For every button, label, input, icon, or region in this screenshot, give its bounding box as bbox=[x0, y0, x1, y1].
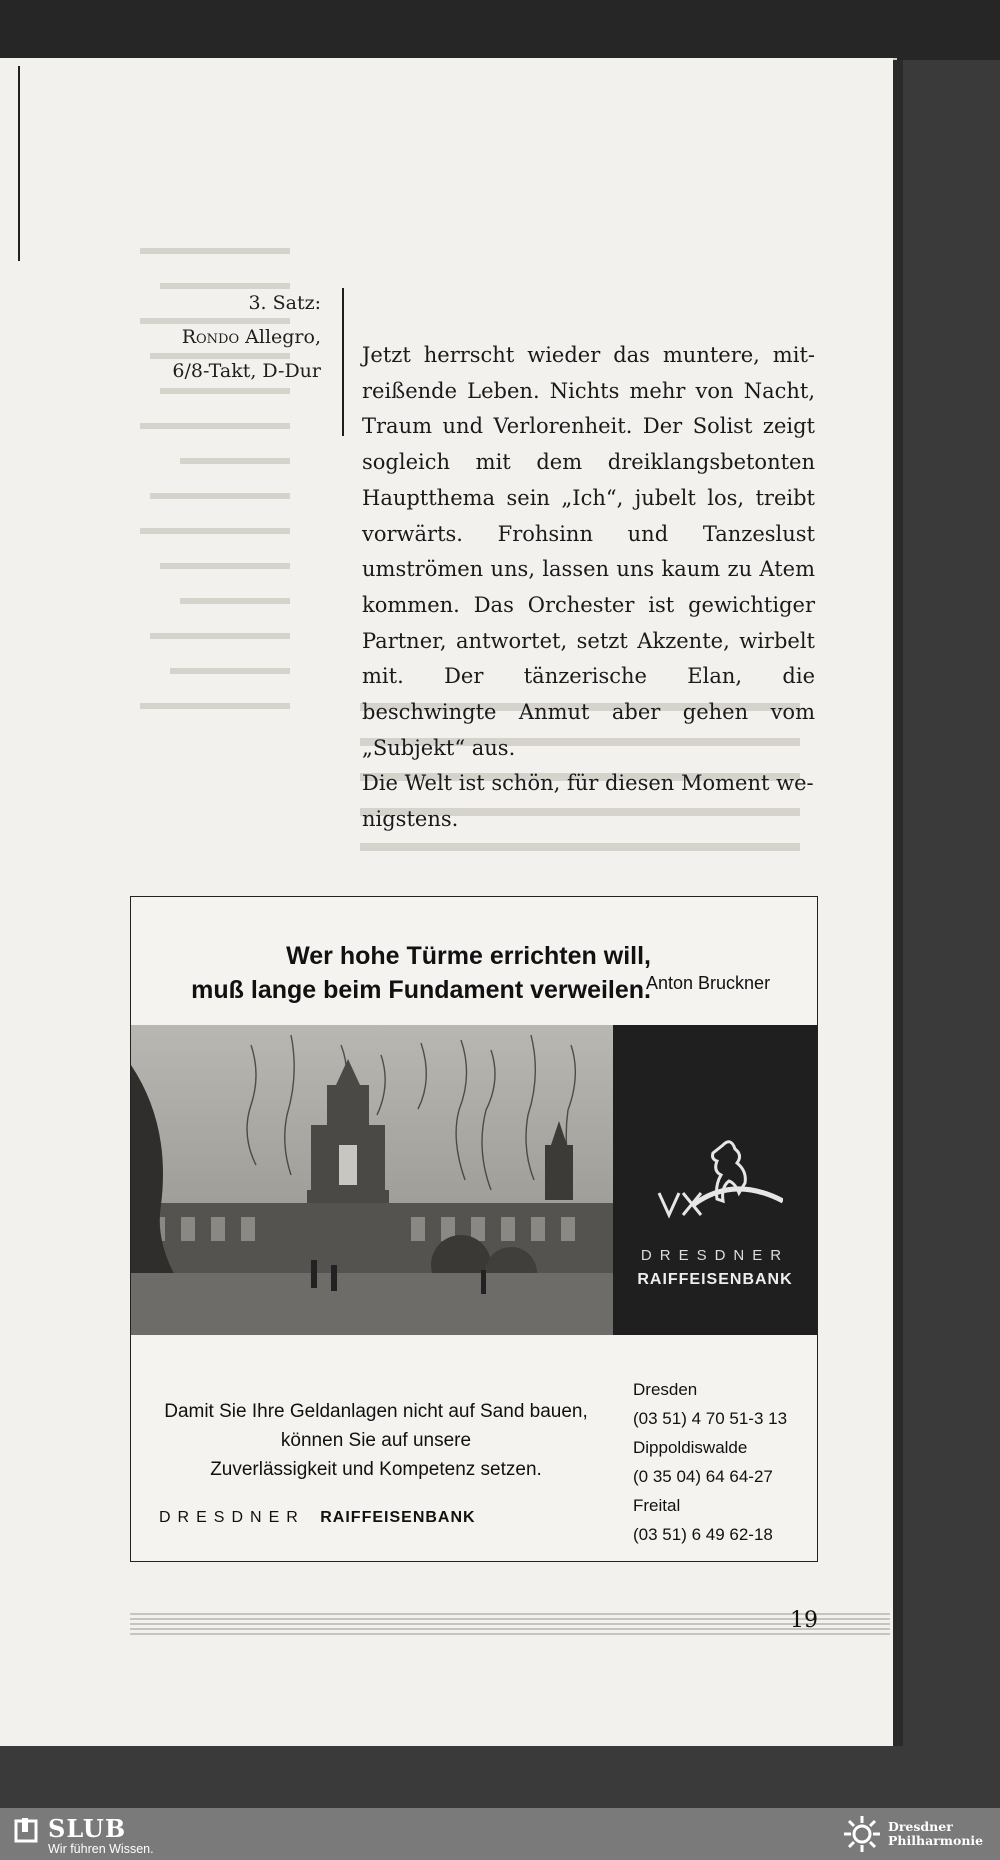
ad-brand-dresdner: DRESDNER bbox=[159, 1509, 305, 1526]
ad-slogan-line: Zuverlässigkeit und Kompetenz setzen. bbox=[210, 1459, 542, 1480]
viewer-footer-bar bbox=[0, 1808, 1000, 1860]
crop-mark bbox=[18, 66, 20, 261]
movement-number: 3. Satz: bbox=[248, 292, 321, 314]
ad-brand-raiffeisenbank: RAIFFEISENBANK bbox=[320, 1509, 476, 1526]
branch-place: Dippoldiswalde bbox=[633, 1438, 748, 1457]
scan-background-top bbox=[0, 0, 1000, 60]
ad-slogan-line: Damit Sie Ihre Geldanlagen nicht auf Sand bauen, bbox=[164, 1401, 588, 1422]
branch-phone: (03 51) 6 49 62-18 bbox=[633, 1525, 773, 1544]
ad-photo-zwinger bbox=[131, 1025, 613, 1335]
branch-phone: (03 51) 4 70 51-3 13 bbox=[633, 1409, 788, 1428]
branch-place: Dresden bbox=[633, 1380, 698, 1399]
movement-heading bbox=[121, 286, 321, 388]
logo-text-dresdner: DRESDNER bbox=[640, 1247, 790, 1264]
partner-name bbox=[888, 1820, 983, 1848]
ad-slogan bbox=[141, 1397, 611, 1484]
body-paragraph: Jetzt herrscht wieder das muntere, mitreißende Leben. Nichts mehr von Nacht, Traum und Verlorenheit. Der Solist zeigt sogleich mit dem dreiklangsbetonten Hauptthema sein „Ich“, jubelt los, treibt vorwärts. Frohsinn und Tanzeslust umströmen uns, lassen uns kaum zu Atem kommen. Das Orchester ist gewichtiger Partner, antwortet, setzt Akzente, wirbelt mit. Der tänzerische Elan, die beschwingte Anmut aber gehen vom „Subjekt“ aus. bbox=[362, 343, 815, 760]
page-edge-shadow bbox=[893, 60, 903, 1746]
body-paragraph: Die Welt ist schön, für diesen Moment wenigstens. bbox=[362, 771, 814, 832]
page-number: 19 bbox=[790, 1608, 818, 1633]
branch-place: Freital bbox=[633, 1496, 681, 1515]
philharmonie-sun-icon bbox=[842, 1814, 882, 1854]
ad-slogan-line: können Sie auf unsere bbox=[280, 1430, 472, 1451]
movement-tempo-text: Allegro, bbox=[239, 326, 321, 348]
ad-quote-line: Wer hohe Türme errichten will, bbox=[286, 942, 651, 970]
branch-contacts bbox=[633, 1375, 813, 1549]
movement-form: Rondo bbox=[181, 326, 240, 348]
movement-tempo bbox=[121, 320, 321, 354]
body-text bbox=[362, 338, 815, 838]
partner-name-line: Dresdner bbox=[888, 1819, 953, 1834]
footer-rules bbox=[130, 1610, 890, 1640]
slub-title: SLUB bbox=[48, 1814, 127, 1843]
bank-logo-panel bbox=[613, 1025, 817, 1335]
zwinger-photo-illustration bbox=[131, 1025, 613, 1335]
margin-rule bbox=[342, 288, 344, 436]
slub-book-icon bbox=[14, 1818, 42, 1844]
partner-name-line: Philharmonie bbox=[888, 1833, 984, 1848]
branch-phone: (0 35 04) 64 64-27 bbox=[633, 1467, 773, 1486]
ad-quote bbox=[151, 939, 651, 1007]
ad-brand-line bbox=[159, 1509, 476, 1527]
bank-advertisement bbox=[130, 896, 818, 1562]
movement-meter-key: 6/8-Takt, D-Dur bbox=[172, 360, 321, 382]
logo-text-raiffeisenbank: RAIFFEISENBANK bbox=[637, 1271, 793, 1288]
slub-subtitle: Wir führen Wissen. bbox=[48, 1842, 154, 1856]
ad-quote-line: muß lange beim Fundament verweilen. bbox=[191, 976, 651, 1004]
horse-rider-logo-icon bbox=[653, 1135, 783, 1225]
ad-quote-author: Anton Bruckner bbox=[646, 973, 771, 993]
